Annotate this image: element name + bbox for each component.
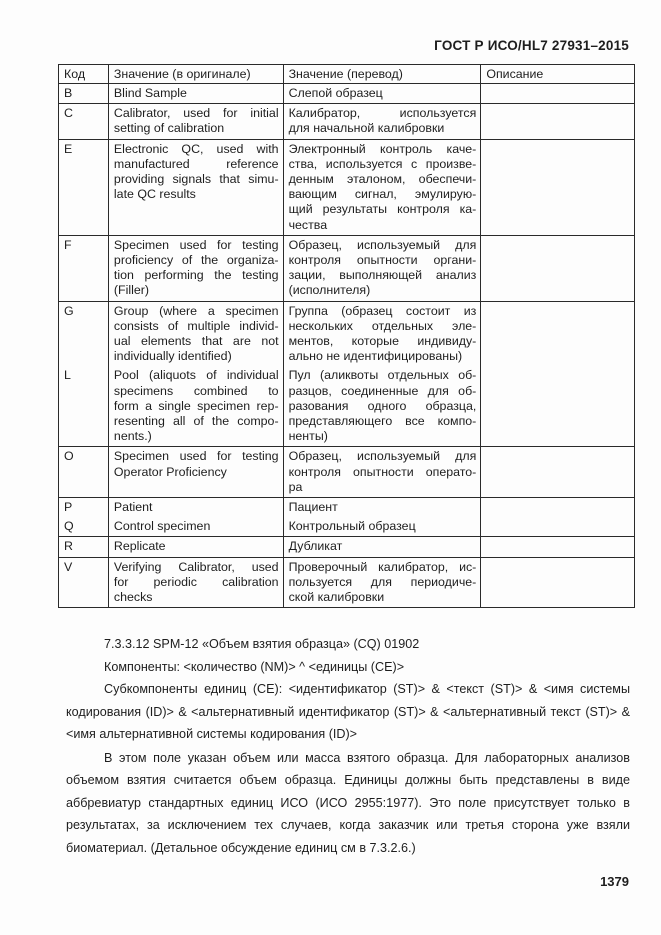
cell-code <box>59 104 109 139</box>
translation-line: чества <box>288 217 328 232</box>
cell-original <box>108 537 283 557</box>
cell-description <box>481 366 635 447</box>
original-line: consists of multiple individ- <box>113 318 279 333</box>
translation-line: Пул (аликвоты отдельных об- <box>288 368 477 383</box>
translation-line: Образец, используемый для <box>288 449 477 464</box>
components-line: Компоненты: <количество (NM)> ^ <единицы (CE)> <box>104 659 405 674</box>
cell-original <box>108 301 283 366</box>
cell-translation <box>283 366 481 447</box>
original-line: proficiency of the organiza- <box>113 253 279 268</box>
original-line: Electronic QC, used with <box>113 141 279 156</box>
translation-line: ненты) <box>288 429 328 444</box>
original-line: specimens combined to <box>113 383 279 398</box>
original-line: individually identified) <box>113 349 232 364</box>
cell-translation <box>283 537 481 557</box>
code-value: V <box>64 559 73 574</box>
translation-line: Контрольный образец <box>288 519 416 534</box>
table-row <box>59 139 635 235</box>
cell-code <box>59 139 109 235</box>
cell-code <box>59 301 109 366</box>
translation-line: (исполнителя) <box>288 283 371 298</box>
original-line: Pool (aliquots of individual <box>113 368 279 383</box>
cell-translation <box>283 235 481 301</box>
code-value: Q <box>64 519 74 534</box>
cell-code <box>59 366 109 447</box>
cell-description <box>481 537 635 557</box>
cell-translation <box>283 447 481 498</box>
original-line: Specimen used for testing <box>113 237 279 252</box>
translation-line: разцов, соединенные для об- <box>288 383 477 398</box>
translation-line: Калибратор, используется <box>288 106 477 121</box>
cell-original <box>108 84 283 104</box>
code-value: O <box>64 449 74 464</box>
translation-line: Электронный контроль каче- <box>288 141 477 156</box>
original-line: ual elements that are not <box>113 334 279 349</box>
cell-original <box>108 235 283 301</box>
table-row <box>59 557 635 608</box>
original-line: checks <box>113 590 153 605</box>
table-row <box>59 235 635 301</box>
section-heading: 7.3.3.12 SPM-12 «Объем взятия образца» (CQ) 01902 <box>104 637 420 651</box>
table-header-row <box>59 65 635 84</box>
cell-original <box>108 517 283 537</box>
code-value: C <box>64 106 73 121</box>
col-header-description: Описание <box>481 65 635 84</box>
translation-line: нескольких отдельных эле- <box>288 318 477 333</box>
cell-code <box>59 517 109 537</box>
cell-description <box>481 301 635 366</box>
cell-description <box>481 447 635 498</box>
original-line: Replicate <box>113 539 166 554</box>
table-row <box>59 84 635 104</box>
translation-line: вающим сигнал, эмулирую- <box>288 187 477 202</box>
cell-translation <box>283 301 481 366</box>
original-line: providing signals that simu- <box>113 172 279 187</box>
description-paragraph: В этом поле указан объем или масса взятого образца. Для лабораторных анализов объемом взятия считается объем образца. Единицы должны быть представлены в виде аббревиатур стандартных единиц ИСО (ИСО 2955:1977). Это поле присутствует только в результатах, за исключением тех случаев, когда заказчик или третья сторона уже взяли биоматериал. (Детальное обсуждение единиц см в 7.3.2.6.) <box>66 750 630 855</box>
table-row <box>59 498 635 518</box>
translation-line: контроля опытности органи- <box>288 253 477 268</box>
translation-line: Дубликат <box>288 539 343 554</box>
translation-line: зации, выполняющей анализ <box>288 268 477 283</box>
translation-line: ской калибровки <box>288 590 385 605</box>
code-value: L <box>64 368 71 383</box>
original-line: nents.) <box>113 429 152 444</box>
code-value: R <box>64 539 73 554</box>
cell-description <box>481 104 635 139</box>
translation-line: для начальной калибровки <box>288 121 445 136</box>
table-row <box>59 301 635 366</box>
original-line: tion performing the testing <box>113 268 279 283</box>
original-line: form a single specimen rep- <box>113 398 279 413</box>
original-line: resenting all of the compo- <box>113 414 279 429</box>
code-value: E <box>64 141 73 156</box>
original-line: setting of calibration <box>113 121 225 136</box>
cell-original <box>108 366 283 447</box>
table-row <box>59 366 635 447</box>
cell-code <box>59 447 109 498</box>
original-line: Group (where a specimen <box>113 303 279 318</box>
cell-translation <box>283 498 481 518</box>
translation-line: Проверочный калибратор, ис- <box>288 559 477 574</box>
col-header-original: Значение (в оригинале) <box>108 65 283 84</box>
document-header: ГОСТ Р ИСО/HL7 27931–2015 <box>434 38 629 53</box>
table-row <box>59 537 635 557</box>
cell-description <box>481 139 635 235</box>
original-line: Specimen used for testing <box>113 449 279 464</box>
cell-description <box>481 498 635 518</box>
translation-line: разования одного образца, <box>288 398 477 413</box>
cell-code <box>59 235 109 301</box>
cell-translation <box>283 517 481 537</box>
original-line: Patient <box>113 500 153 515</box>
table-row <box>59 447 635 498</box>
table-row <box>59 104 635 139</box>
original-line: for periodic calibration <box>113 574 279 589</box>
cell-original <box>108 447 283 498</box>
code-table <box>58 64 635 608</box>
translation-line: Пациент <box>288 500 338 515</box>
cell-original <box>108 104 283 139</box>
code-value: F <box>64 237 72 252</box>
cell-code <box>59 537 109 557</box>
cell-code <box>59 84 109 104</box>
translation-line: Группа (образец состоит из <box>288 303 477 318</box>
cell-description <box>481 84 635 104</box>
translation-line: щий результаты контроля ка- <box>288 202 477 217</box>
code-value: B <box>64 86 73 100</box>
translation-line: ра <box>288 479 303 494</box>
cell-code <box>59 498 109 518</box>
cell-translation <box>283 104 481 139</box>
translation-line: денным эталоном, обеспечи- <box>288 172 477 187</box>
translation-line: Образец, используемый для <box>288 237 477 252</box>
code-value: P <box>64 500 73 515</box>
subcomponents-paragraph: Субкомпоненты единиц (СЕ): <идентификатор (ST)> & <текст (ST)> & <имя системы кодирования (ID)> & <альтернативный идентификатор (ST)> & <альтернативный текст (ST)> & <имя альтернативной системы кодирования (ID)> <box>66 682 630 741</box>
col-header-code: Код <box>59 65 109 84</box>
original-line: manufactured reference <box>113 156 279 171</box>
col-header-translation: Значение (перевод) <box>283 65 481 84</box>
translation-line: Слепой образец <box>288 86 383 100</box>
translation-line: представляющего все компо- <box>288 414 477 429</box>
code-value: G <box>64 303 74 318</box>
original-line: (Filler) <box>113 283 150 298</box>
cell-code <box>59 557 109 608</box>
cell-description <box>481 517 635 537</box>
cell-description <box>481 235 635 301</box>
cell-translation <box>283 84 481 104</box>
cell-translation <box>283 139 481 235</box>
translation-line: ства, используется с произве- <box>288 156 477 171</box>
original-line: Control specimen <box>113 519 211 534</box>
page-number: 1379 <box>600 874 629 889</box>
original-line: late QC results <box>113 187 196 202</box>
original-line: Operator Proficiency <box>113 464 227 479</box>
translation-line: пользуется для периодиче- <box>288 574 477 589</box>
table-body <box>59 84 635 608</box>
section-body <box>66 633 630 859</box>
original-line: Verifying Calibrator, used <box>113 559 279 574</box>
cell-translation <box>283 557 481 608</box>
cell-description <box>481 557 635 608</box>
original-line: Calibrator, used for initial <box>113 106 279 121</box>
translation-line: ально не идентифицированы) <box>288 349 463 364</box>
translation-line: контроля опытности операто- <box>288 464 477 479</box>
table-row <box>59 517 635 537</box>
original-line: Blind Sample <box>113 86 187 100</box>
cell-original <box>108 557 283 608</box>
cell-original <box>108 498 283 518</box>
translation-line: ментов, которые индивиду- <box>288 334 477 349</box>
cell-original <box>108 139 283 235</box>
